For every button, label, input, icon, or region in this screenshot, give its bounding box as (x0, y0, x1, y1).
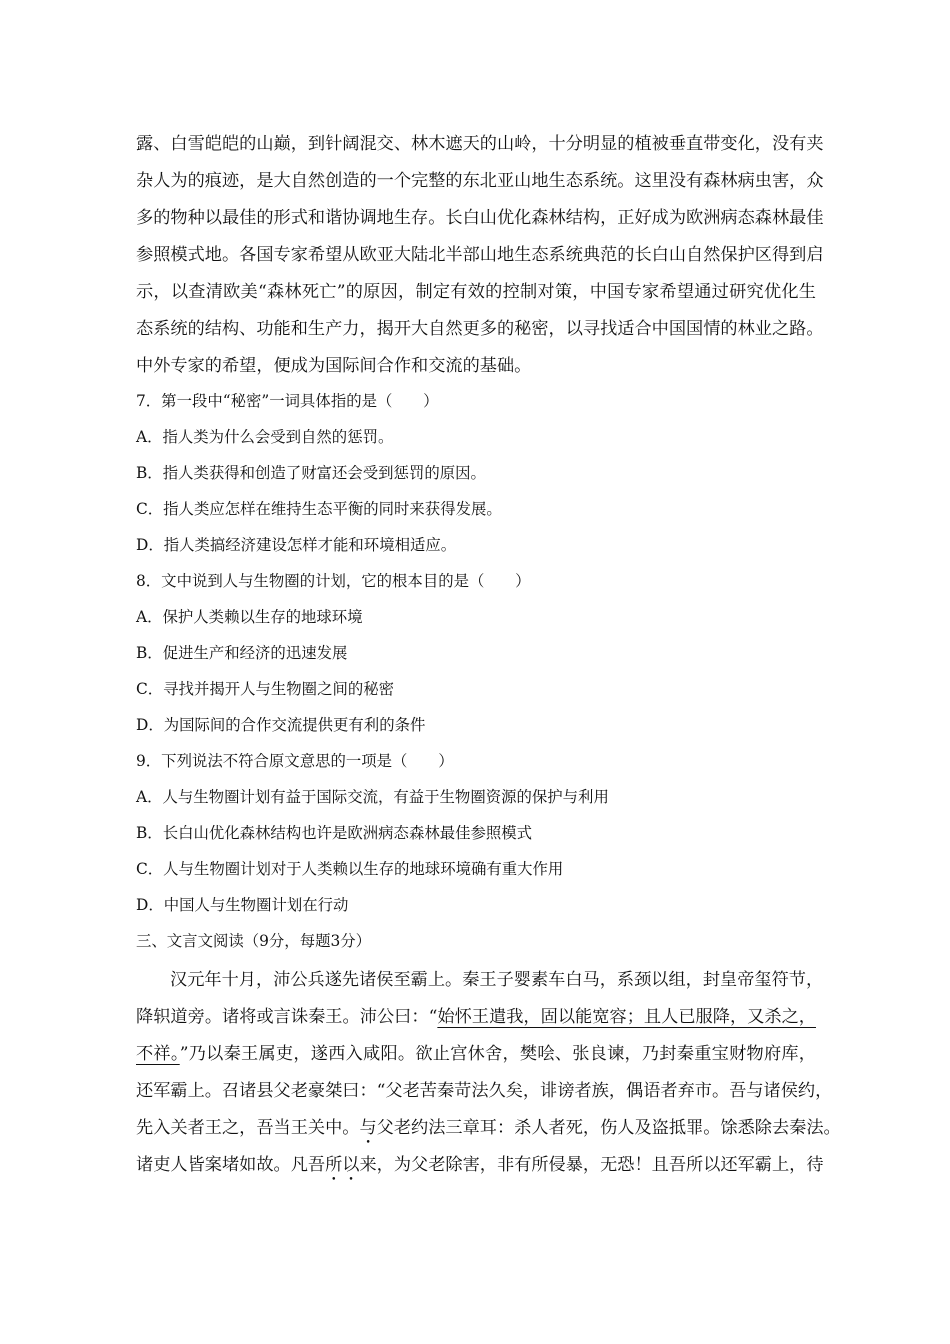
classical-line-5 (136, 1113, 841, 1148)
section-3-heading: 三、文言文阅读（9分，每题3分） (136, 932, 372, 950)
underlined-sentence-part-2: 不祥。 (136, 1044, 180, 1064)
underlined-sentence-part-1: 始怀王遣我，固以能宽容；且人已服降，又杀之， (437, 1007, 816, 1027)
question-9-option-b: B．长白山优化森林结构也许是欧洲病态森林最佳参照模式 (136, 824, 533, 842)
passage-line-4: 参照模式地。各国专家希望从欧亚大陆北半部山地生态系统典范的长白山自然保护区得到启 (136, 245, 824, 265)
classical-line-5-text-b: 父老约法三章耳：杀人者死，伤人及盗抵罪。馀悉除去秦法。 (376, 1118, 841, 1138)
question-7-stem: 7．第一段中“秘密”一词具体指的是（ ） (136, 392, 439, 410)
question-7-option-a: A．指人类为什么会受到自然的惩罚。 (136, 428, 394, 446)
classical-line-1: 汉元年十月，沛公兵遂先诸侯至霸上。秦王子婴素车白马，系颈以组，封皇帝玺符节， (170, 970, 824, 990)
passage-line-1: 露、白雪皑皑的山巅，到针阔混交、林木遮天的山岭，十分明显的植被垂直带变化，没有夹 (136, 134, 824, 154)
classical-line-2 (136, 1002, 816, 1027)
question-9-stem: 9．下列说法不符合原文意思的一项是（ ） (136, 752, 454, 770)
classical-line-4: 还军霸上。召诸县父老豪桀曰：“父老苦秦苛法久矣，诽谤者族，偶语者弃市。吾与诸侯约， (136, 1081, 833, 1101)
question-9-option-c: C．人与生物圈计划对于人类赖以生存的地球环境确有重大作用 (136, 860, 564, 878)
question-9-option-a: A．人与生物圈计划有益于国际交流，有益于生物圈资源的保护与利用 (136, 788, 609, 806)
classical-line-6-text-a: 诸吏人皆案堵如故。凡吾 (136, 1155, 326, 1175)
classical-line-3-text: ”乃以秦王属吏，遂西入咸阳。欲止宫休舍，樊哙、张良谏，乃封秦重宝财物府库， (179, 1044, 816, 1064)
classical-line-6 (136, 1150, 824, 1185)
emphasized-word-yu: 与 (359, 1118, 377, 1138)
classical-line-3 (136, 1039, 816, 1064)
question-8-option-a: A．保护人类赖以生存的地球环境 (136, 608, 363, 626)
question-8-option-d: D．为国际间的合作交流提供更有利的条件 (136, 716, 426, 734)
passage-line-6: 态系统的结构、功能和生产力，揭开大自然更多的秘密，以寻找适合中国国情的林业之路。 (136, 319, 824, 339)
passage-line-7: 中外专家的希望，便成为国际间合作和交流的基础。 (136, 356, 532, 376)
question-7-option-b: B．指人类获得和创造了财富还会受到惩罚的原因。 (136, 464, 486, 482)
question-8-stem: 8．文中说到人与生物圈的计划，它的根本目的是（ ） (136, 572, 531, 590)
question-9-option-d: D．中国人与生物圈计划在行动 (136, 896, 349, 914)
passage-line-5: 示，以查清欧美“森林死亡”的原因，制定有效的控制对策，中国专家希望通过研究优化生 (136, 282, 816, 302)
question-7-option-c: C．指人类应怎样在维持生态平衡的同时来获得发展。 (136, 500, 502, 518)
question-8-option-c: C．寻找并揭开人与生物圈之间的秘密 (136, 680, 395, 698)
passage-line-3: 多的物种以最佳的形式和谐协调地生存。长白山优化森林结构，正好成为欧洲病态森林最佳 (136, 208, 824, 228)
question-7-option-d: D．指人类搞经济建设怎样才能和环境相适应。 (136, 536, 457, 554)
question-8-option-b: B．促进生产和经济的迅速发展 (136, 644, 348, 662)
classical-line-2-text: 降轵道旁。诸将或言诛秦王。沛公曰：“ (136, 1007, 438, 1027)
classical-line-6-text-b: 来，为父老除害，非有所侵暴，无恐！且吾所以还军霸上，待 (359, 1155, 824, 1175)
emphasized-word-suoyi: 所以 (325, 1155, 360, 1175)
classical-line-5-text-a: 先入关者王之，吾当王关中。 (136, 1118, 360, 1138)
passage-line-2: 杂人为的痕迹，是大自然创造的一个完整的东北亚山地生态系统。这里没有森林病虫害，众 (136, 171, 824, 191)
